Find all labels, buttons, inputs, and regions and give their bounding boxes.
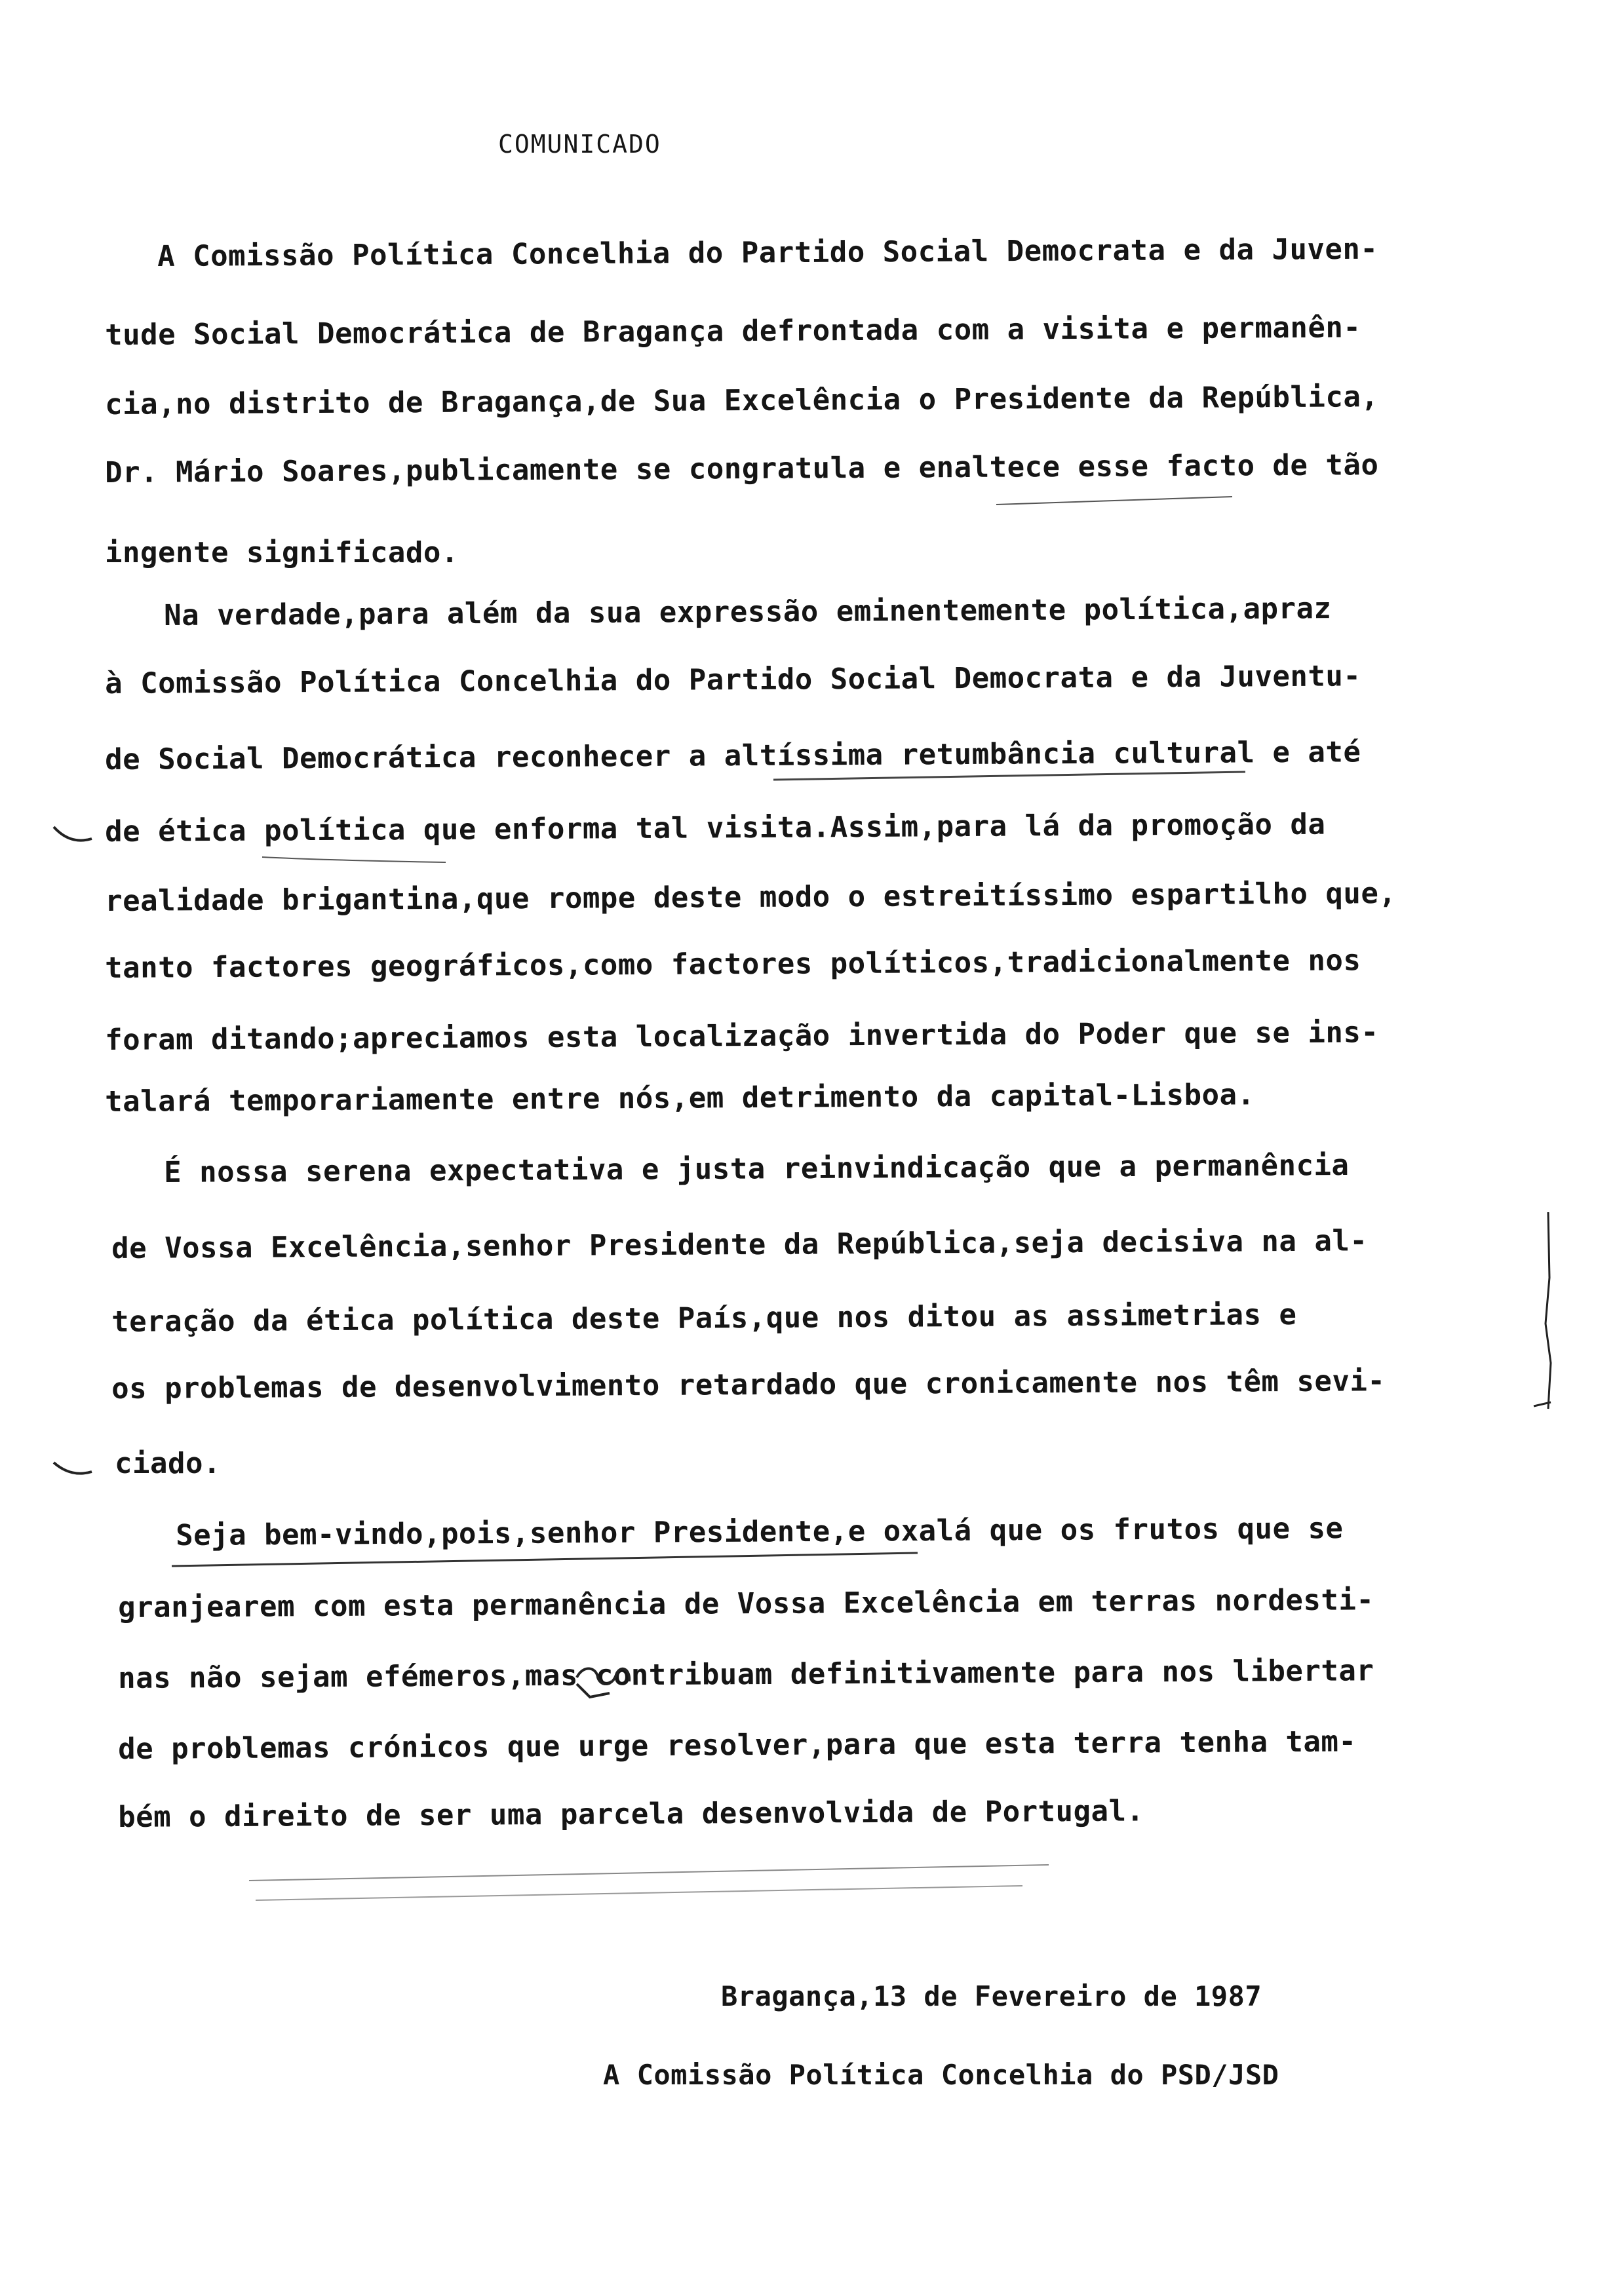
- margin-mark-1: [54, 827, 92, 841]
- date-line: Bragança,13 de Fevereiro de 1987: [721, 1980, 1262, 2012]
- body-line-13: talará temporariamente entre nós,em detrimento da capital-Lisboa.: [104, 1078, 1255, 1119]
- body-line-20: granjearem com esta permanência de Vossa Excelência em terras nordesti-: [117, 1583, 1374, 1624]
- body-line-19: Seja bem-vindo,pois,senhor Presidente,e oxalá que os frutos que se: [175, 1512, 1344, 1552]
- underline-enaltece: [996, 497, 1232, 505]
- body-line-6: Na verdade,para além da sua expressão eminentemente política,apraz: [163, 592, 1332, 632]
- body-line-8: de Social Democrática reconhecer a altíssima retumbância cultural e até: [104, 735, 1361, 776]
- body-line-4: Dr. Mário Soares,publicamente se congratula e enaltece esse facto de tão: [104, 448, 1379, 489]
- margin-bar-right: [1546, 1212, 1551, 1409]
- body-line-21: nas não sejam efémeros,mas contribuam definitivamente para nos libertar: [117, 1654, 1374, 1695]
- body-line-9: de ética política que enforma tal visita.Assim,para lá da promoção da: [104, 807, 1326, 849]
- signature-line: A Comissão Política Concelhia do PSD/JSD: [603, 2059, 1279, 2091]
- body-line-17: os problemas de desenvolvimento retardado que cronicamente nos têm sevi-: [111, 1364, 1386, 1406]
- faint-line-1: [249, 1865, 1049, 1881]
- body-line-12: foram ditando;apreciamos esta localização invertida do Poder que se ins-: [104, 1016, 1379, 1057]
- document-title: COMUNICADO: [498, 130, 661, 159]
- margin-mark-2: [54, 1463, 92, 1474]
- body-line-5: ingente significado.: [105, 536, 459, 569]
- body-line-7: à Comissão Política Concelhia do Partido Social Democrata e da Juventu-: [104, 659, 1361, 700]
- underline-politica: [262, 857, 446, 862]
- body-line-18: ciado.: [115, 1447, 221, 1480]
- body-line-2: tude Social Democrática de Bragança defrontada com a visita e permanên-: [104, 311, 1361, 352]
- underline-bem-vindo: [172, 1553, 918, 1566]
- body-line-15: de Vossa Excelência,senhor Presidente da República,seja decisiva na al-: [111, 1224, 1368, 1265]
- underline-retumbancia: [773, 772, 1245, 780]
- body-line-10: realidade brigantina,que rompe deste modo o estreitíssimo espartilho que,: [104, 876, 1397, 918]
- body-line-14: É nossa serena expectativa e justa reinvindicação que a permanência: [163, 1148, 1350, 1189]
- body-line-3: cia,no distrito de Bragança,de Sua Excelência o Presidente da República,: [104, 380, 1379, 421]
- faint-line-2: [256, 1886, 1022, 1900]
- body-line-23: bém o direito de ser uma parcela desenvolvida de Portugal.: [117, 1794, 1144, 1834]
- margin-bar-right-tick: [1534, 1402, 1551, 1406]
- body-line-11: tanto factores geográficos,como factores políticos,tradicionalmente nos: [104, 944, 1361, 985]
- body-line-16: teração da ética política deste País,que nos ditou as assimetrias e: [111, 1297, 1297, 1339]
- body-line-1: A Comissão Política Concelhia do Partido Social Democrata e da Juven-: [157, 232, 1378, 273]
- body-line-22: de problemas crónicos que urge resolver,para que esta terra tenha tam-: [117, 1725, 1357, 1766]
